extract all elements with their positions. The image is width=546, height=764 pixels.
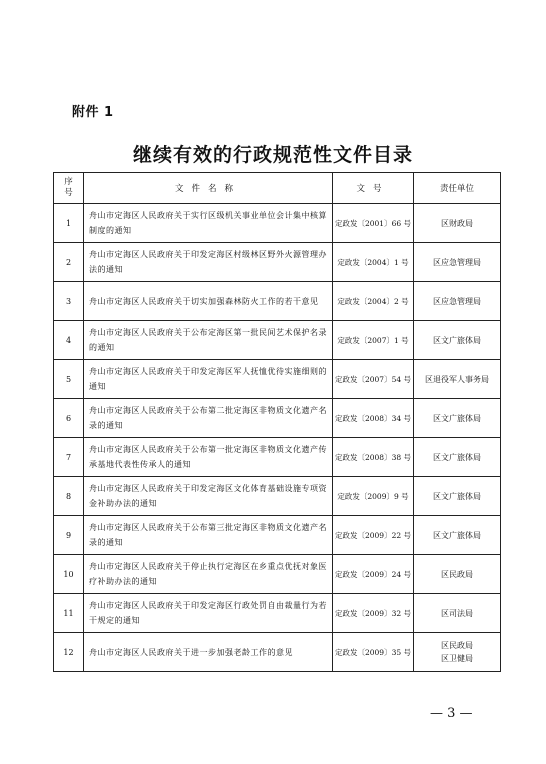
row-serial-number: 10 — [54, 555, 84, 594]
row-document-name: 舟山市定海区人民政府关于印发定海区文化体育基础设施专项资金补助办法的通知 — [84, 477, 333, 516]
row-document-number: 定政发〔2009〕9 号 — [333, 477, 414, 516]
row-serial-number: 4 — [54, 321, 84, 360]
document-title: 继续有效的行政规范性文件目录 — [132, 144, 413, 166]
row-document-name: 舟山市定海区人民政府关于公布第一批定海区非物质文化遗产传承基地代表性传承人的通知 — [84, 438, 333, 477]
header-serial-line2: 号 — [64, 188, 73, 198]
row-document-number: 定政发〔2009〕22 号 — [333, 516, 414, 555]
row-document-name: 舟山市定海区人民政府关于进一步加强老龄工作的意见 — [84, 633, 333, 672]
row-document-name: 舟山市定海区人民政府关于公布第二批定海区非物质文化遗产名录的通知 — [84, 399, 333, 438]
table-row — [54, 594, 501, 633]
row-document-name: 舟山市定海区人民政府关于印发定海区行政处罚自由裁量行为若干规定的通知 — [84, 594, 333, 633]
responsible-unit-name: 区文广旅体局 — [433, 413, 481, 423]
responsible-unit-name: 区卫健局 — [441, 654, 473, 663]
responsible-unit-name: 区文广旅体局 — [433, 335, 481, 345]
row-document-number: 定政发〔2007〕54 号 — [333, 360, 414, 399]
row-document-number: 定政发〔2004〕2 号 — [333, 282, 414, 321]
row-responsible-unit — [414, 516, 501, 555]
responsible-unit-name: 区民政局 — [441, 641, 473, 650]
table-row — [54, 321, 501, 360]
responsible-unit-name: 区文广旅体局 — [433, 491, 481, 501]
row-document-name: 舟山市定海区人民政府关于停止执行定海区在乡重点优抚对象医疗补助办法的通知 — [84, 555, 333, 594]
row-responsible-unit — [414, 633, 501, 672]
row-responsible-unit — [414, 477, 501, 516]
row-responsible-unit — [414, 555, 501, 594]
responsible-unit-name: 区民政局 — [441, 569, 473, 579]
row-serial-number: 6 — [54, 399, 84, 438]
table-row — [54, 360, 501, 399]
row-document-name: 舟山市定海区人民政府关于印发定海区军人抚恤优待实施细则的通知 — [84, 360, 333, 399]
row-document-name: 舟山市定海区人民政府关于印发定海区村级林区野外火源管理办法的通知 — [84, 243, 333, 282]
row-document-name: 舟山市定海区人民政府关于公布定海区第一批民间艺术保护名录的通知 — [84, 321, 333, 360]
row-document-number: 定政发〔2008〕38 号 — [333, 438, 414, 477]
page-number: — 3 — — [430, 706, 473, 721]
document-catalog-table — [53, 172, 501, 672]
row-responsible-unit — [414, 204, 501, 243]
row-document-number: 定政发〔2001〕66 号 — [333, 204, 414, 243]
row-document-name: 舟山市定海区人民政府关于实行区级机关事业单位会计集中核算制度的通知 — [84, 204, 333, 243]
row-responsible-unit — [414, 321, 501, 360]
responsible-unit-name: 区文广旅体局 — [433, 452, 481, 462]
attachment-label: 附件 1 — [72, 105, 114, 120]
header-document-number: 文号 — [333, 173, 414, 204]
row-serial-number: 5 — [54, 360, 84, 399]
responsible-unit-name: 区应急管理局 — [433, 257, 481, 267]
row-document-number: 定政发〔2004〕1 号 — [333, 243, 414, 282]
row-document-number: 定政发〔2009〕24 号 — [333, 555, 414, 594]
row-document-name: 舟山市定海区人民政府关于公布第三批定海区非物质文化遗产名录的通知 — [84, 516, 333, 555]
header-responsible-unit: 责任单位 — [414, 173, 501, 204]
header-document-name: 文件名称 — [84, 173, 333, 204]
row-document-number: 定政发〔2009〕35 号 — [333, 633, 414, 672]
row-document-number: 定政发〔2007〕1 号 — [333, 321, 414, 360]
row-responsible-unit — [414, 399, 501, 438]
row-responsible-unit — [414, 438, 501, 477]
header-serial-number — [54, 173, 84, 204]
table-row — [54, 438, 501, 477]
table-header-row — [54, 173, 501, 204]
table-row — [54, 282, 501, 321]
row-document-name: 舟山市定海区人民政府关于切实加强森林防火工作的若干意见 — [84, 282, 333, 321]
row-responsible-unit — [414, 243, 501, 282]
responsible-unit-name: 区司法局 — [441, 608, 473, 618]
responsible-unit-name: 区文广旅体局 — [433, 530, 481, 540]
row-responsible-unit — [414, 594, 501, 633]
table-row — [54, 633, 501, 672]
table-row — [54, 243, 501, 282]
row-serial-number: 2 — [54, 243, 84, 282]
row-serial-number: 12 — [54, 633, 84, 672]
table-row — [54, 204, 501, 243]
responsible-unit-name: 区退役军人事务局 — [425, 374, 489, 384]
row-serial-number: 1 — [54, 204, 84, 243]
row-document-number: 定政发〔2008〕34 号 — [333, 399, 414, 438]
row-serial-number: 9 — [54, 516, 84, 555]
table-row — [54, 477, 501, 516]
table-row — [54, 555, 501, 594]
row-serial-number: 3 — [54, 282, 84, 321]
responsible-unit-name: 区财政局 — [441, 218, 473, 228]
table-row — [54, 399, 501, 438]
row-responsible-unit — [414, 360, 501, 399]
row-responsible-unit — [414, 282, 501, 321]
row-document-number: 定政发〔2009〕32 号 — [333, 594, 414, 633]
table-row — [54, 516, 501, 555]
row-serial-number: 11 — [54, 594, 84, 633]
responsible-unit-name: 区应急管理局 — [433, 296, 481, 306]
row-serial-number: 8 — [54, 477, 84, 516]
row-serial-number: 7 — [54, 438, 84, 477]
header-serial-line1: 序 — [64, 177, 73, 187]
